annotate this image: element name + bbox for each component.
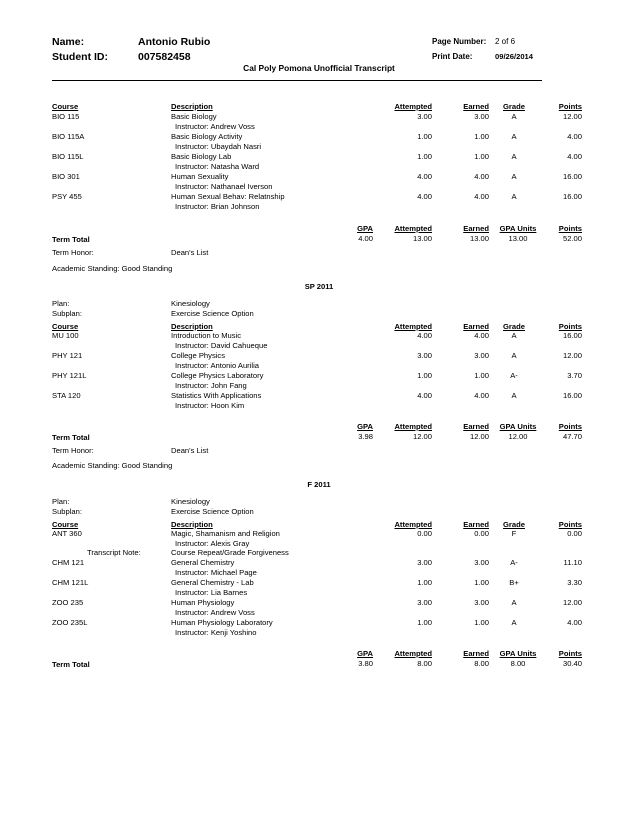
course-points: 16.00 <box>562 391 582 400</box>
print-date-label: Print Date: <box>432 52 473 61</box>
course-earned: 3.00 <box>474 558 489 567</box>
course-instructor: Instructor: Kenji Yoshino <box>175 628 257 637</box>
course-points: 16.00 <box>562 192 582 201</box>
course-attempted: 3.00 <box>417 598 432 607</box>
total-gpa: 3.80 <box>358 659 373 668</box>
col-course: Course <box>52 322 79 331</box>
name-label: Name: <box>52 36 85 48</box>
course-grade: B+ <box>509 578 519 587</box>
course-description: Human Sexuality <box>171 172 229 181</box>
col-description: Description <box>171 102 213 111</box>
total-points: 52.00 <box>562 234 582 243</box>
course-earned: 1.00 <box>474 132 489 141</box>
col-course: Course <box>52 520 79 529</box>
total-attempted-label: Attempted <box>394 649 432 658</box>
course-instructor: Instructor: Andrew Voss <box>175 608 255 617</box>
course-code: ZOO 235 <box>52 598 84 607</box>
course-points: 4.00 <box>567 152 582 161</box>
course-description: Human Physiology Laboratory <box>171 618 273 627</box>
print-date: 09/26/2014 <box>495 52 534 61</box>
course-points: 12.00 <box>562 351 582 360</box>
course-instructor: Instructor: John Fang <box>175 381 247 390</box>
course-attempted: 4.00 <box>417 192 432 201</box>
course-earned: 1.00 <box>474 371 489 380</box>
course-points: 16.00 <box>562 331 582 340</box>
total-gpa-units: 12.00 <box>508 432 528 441</box>
course-points: 4.00 <box>567 618 582 627</box>
total-attempted: 12.00 <box>412 432 432 441</box>
col-earned: Earned <box>463 102 489 111</box>
course-points: 12.00 <box>562 112 582 121</box>
course-code: PHY 121L <box>52 371 87 380</box>
course-earned: 3.00 <box>474 112 489 121</box>
col-points: Points <box>558 102 582 111</box>
total-gpa-units-label: GPA Units <box>499 224 537 233</box>
course-grade: A <box>511 192 517 201</box>
course-earned: 3.00 <box>474 351 489 360</box>
term-total-label: Term Total <box>52 235 90 244</box>
page-number: 2 of 6 <box>495 37 516 46</box>
term-honor-label: Term Honor: <box>52 446 94 455</box>
total-earned-label: Earned <box>463 224 489 233</box>
course-earned: 3.00 <box>474 598 489 607</box>
course-instructor: Instructor: Andrew Voss <box>175 122 255 131</box>
course-points: 3.30 <box>567 578 582 587</box>
course-instructor: Instructor: Brian Johnson <box>175 202 260 211</box>
course-points: 12.00 <box>562 598 582 607</box>
term-heading: F 2011 <box>307 480 331 489</box>
course-grade: A <box>511 152 517 161</box>
course-grade: A <box>511 351 517 360</box>
term-honor-label: Term Honor: <box>52 248 94 257</box>
course-attempted: 1.00 <box>417 132 432 141</box>
term-heading: SP 2011 <box>304 282 334 291</box>
course-instructor: Instructor: Natasha Ward <box>175 162 260 171</box>
course-earned: 4.00 <box>474 192 489 201</box>
course-code: CHM 121L <box>52 578 89 587</box>
student-name: Antonio Rubio <box>138 36 211 48</box>
subplan-label: Subplan: <box>52 507 82 516</box>
course-code: MU 100 <box>52 331 79 340</box>
course-description: College Physics <box>171 351 226 360</box>
course-points: 0.00 <box>567 529 582 538</box>
course-code: PHY 121 <box>52 351 83 360</box>
course-attempted: 4.00 <box>417 331 432 340</box>
course-code: ANT 360 <box>52 529 82 538</box>
course-instructor: Instructor: Lia Barnes <box>175 588 248 597</box>
plan-label: Plan: <box>52 299 70 308</box>
total-attempted: 8.00 <box>417 659 432 668</box>
course-code: ZOO 235L <box>52 618 88 627</box>
course-grade: A <box>511 172 517 181</box>
course-description: Statistics With Applications <box>171 391 262 400</box>
total-gpa-label: GPA <box>357 649 373 658</box>
course-earned: 4.00 <box>474 391 489 400</box>
total-gpa: 3.98 <box>358 432 373 441</box>
total-earned: 12.00 <box>469 432 489 441</box>
term-honor: Dean's List <box>171 446 209 455</box>
course-earned: 1.00 <box>474 578 489 587</box>
course-grade: A <box>511 331 517 340</box>
total-gpa-units: 13.00 <box>508 234 528 243</box>
course-attempted: 4.00 <box>417 172 432 181</box>
course-earned: 1.00 <box>474 618 489 627</box>
course-earned: 1.00 <box>474 152 489 161</box>
course-points: 16.00 <box>562 172 582 181</box>
course-code: STA 120 <box>52 391 81 400</box>
course-code: PSY 455 <box>52 192 82 201</box>
course-grade: A- <box>510 371 518 380</box>
course-code: BIO 301 <box>52 172 80 181</box>
col-grade: Grade <box>503 102 525 111</box>
course-grade: A <box>511 618 517 627</box>
col-attempted: Attempted <box>394 102 432 111</box>
course-points: 4.00 <box>567 132 582 141</box>
transcript-note: Course Repeat/Grade Forgiveness <box>171 548 289 557</box>
total-earned-label: Earned <box>463 649 489 658</box>
course-attempted: 1.00 <box>417 371 432 380</box>
col-description: Description <box>171 322 213 331</box>
page-title: Cal Poly Pomona Unofficial Transcript <box>243 63 395 73</box>
total-points-label: Points <box>558 649 582 658</box>
plan-label: Plan: <box>52 497 70 506</box>
course-earned: 0.00 <box>474 529 489 538</box>
course-instructor: Instructor: David Cahueque <box>175 341 268 350</box>
course-grade: A <box>511 391 517 400</box>
transcript-note-label: Transcript Note: <box>87 548 141 557</box>
col-earned: Earned <box>463 520 489 529</box>
course-instructor: Instructor: Hoon Kim <box>175 401 245 410</box>
col-description: Description <box>171 520 213 529</box>
course-attempted: 0.00 <box>417 529 432 538</box>
course-description: General Chemistry <box>171 558 235 567</box>
subplan-value: Exercise Science Option <box>171 309 254 318</box>
total-points-label: Points <box>558 422 582 431</box>
term-total-label: Term Total <box>52 433 90 442</box>
course-description: General Chemistry - Lab <box>171 578 254 587</box>
course-grade: F <box>511 529 517 538</box>
course-code: BIO 115A <box>52 132 85 141</box>
total-attempted-label: Attempted <box>394 422 432 431</box>
total-gpa-units-label: GPA Units <box>499 649 537 658</box>
course-code: BIO 115 <box>52 112 80 121</box>
course-attempted: 1.00 <box>417 152 432 161</box>
course-instructor: Instructor: Alexis Gray <box>175 539 250 548</box>
course-points: 11.10 <box>563 558 582 567</box>
course-attempted: 3.00 <box>417 558 432 567</box>
term-honor: Dean's List <box>171 248 209 257</box>
subplan-label: Subplan: <box>52 309 82 318</box>
course-attempted: 3.00 <box>417 112 432 121</box>
col-earned: Earned <box>463 322 489 331</box>
page-number-label: Page Number: <box>432 37 487 46</box>
course-description: Basic Biology Lab <box>171 152 232 161</box>
course-description: Magic, Shamanism and Religion <box>171 529 280 538</box>
total-gpa-units: 8.00 <box>510 659 526 668</box>
course-code: CHM 121 <box>52 558 85 567</box>
course-points: 3.70 <box>567 371 582 380</box>
course-description: College Physics Laboratory <box>171 371 264 380</box>
academic-standing: Academic Standing: Good Standing <box>52 264 173 273</box>
course-attempted: 4.00 <box>417 391 432 400</box>
course-description: Basic Biology Activity <box>171 132 243 141</box>
plan-value: Kinesiology <box>171 497 210 506</box>
course-earned: 4.00 <box>474 331 489 340</box>
col-grade: Grade <box>503 520 525 529</box>
col-attempted: Attempted <box>394 520 432 529</box>
course-instructor: Instructor: Antonio Aurilia <box>175 361 259 370</box>
col-points: Points <box>558 520 582 529</box>
total-attempted-label: Attempted <box>394 224 432 233</box>
total-earned-label: Earned <box>463 422 489 431</box>
course-grade: A <box>511 132 517 141</box>
course-earned: 4.00 <box>474 172 489 181</box>
header-divider <box>52 80 542 81</box>
course-grade: A <box>511 598 517 607</box>
total-earned: 13.00 <box>469 234 489 243</box>
total-gpa-label: GPA <box>357 224 373 233</box>
student-id-label: Student ID: <box>52 51 108 63</box>
col-points: Points <box>558 322 582 331</box>
course-description: Human Sexual Behav: Relatnship <box>171 192 285 201</box>
total-points-label: Points <box>558 224 582 233</box>
col-attempted: Attempted <box>394 322 432 331</box>
total-attempted: 13.00 <box>412 234 432 243</box>
course-instructor: Instructor: Nathanael Iverson <box>175 182 273 191</box>
term-total-label: Term Total <box>52 660 90 669</box>
course-instructor: Instructor: Michael Page <box>175 568 257 577</box>
total-gpa: 4.00 <box>358 234 373 243</box>
course-description: Human Physiology <box>171 598 235 607</box>
col-course: Course <box>52 102 79 111</box>
total-gpa-label: GPA <box>357 422 373 431</box>
plan-value: Kinesiology <box>171 299 210 308</box>
student-id: 007582458 <box>138 51 191 63</box>
course-grade: A- <box>510 558 518 567</box>
subplan-value: Exercise Science Option <box>171 507 254 516</box>
course-code: BIO 115L <box>52 152 84 161</box>
course-description: Introduction to Music <box>171 331 242 340</box>
course-attempted: 3.00 <box>417 351 432 360</box>
course-attempted: 1.00 <box>417 618 432 627</box>
course-attempted: 1.00 <box>417 578 432 587</box>
total-earned: 8.00 <box>474 659 489 668</box>
total-gpa-units-label: GPA Units <box>499 422 537 431</box>
academic-standing: Academic Standing: Good Standing <box>52 461 173 470</box>
course-description: Basic Biology <box>171 112 217 121</box>
total-points: 30.40 <box>562 659 582 668</box>
col-grade: Grade <box>503 322 525 331</box>
course-instructor: Instructor: Ubaydah Nasri <box>175 142 262 151</box>
course-grade: A <box>511 112 517 121</box>
total-points: 47.70 <box>562 432 582 441</box>
